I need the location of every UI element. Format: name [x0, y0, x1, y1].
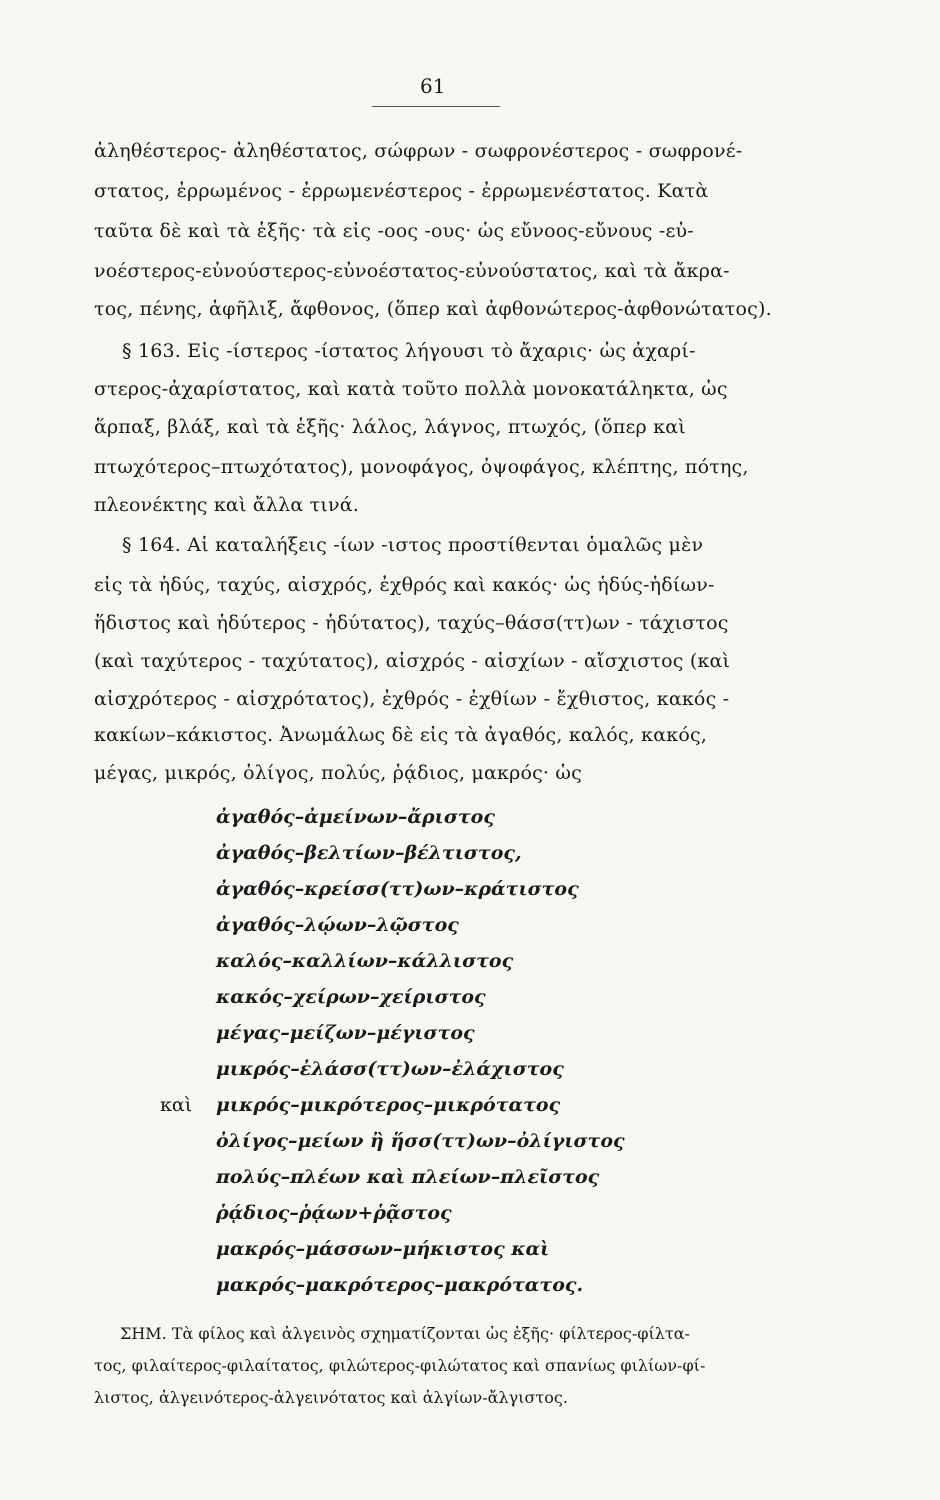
irregular-form: μέγας–μείζων–μέγιστος: [216, 1022, 475, 1044]
irregular-form: καλός–καλλίων–κάλλιστος: [216, 950, 514, 972]
irregular-form: ῥᾴδιος–ῥᾴων+ῥᾷστος: [216, 1202, 452, 1224]
paragraph-line: στατος, ἐρρωμένος - ἐρρωμενέστερος - ἐρρωμενέστατος. Κατὰ: [94, 180, 709, 202]
paragraph-line: ἀληθέστερος- ἀληθέστατος, σώφρων - σωφρονέστερος - σωφρονέ-: [94, 140, 743, 162]
section-164-heading-line: § 164. Αἱ καταλήξεις -ίων -ιστος προστίθενται ὁμαλῶς μὲν: [122, 534, 704, 556]
footnote-line: λιστος, ἀλγεινότερος-ἀλγεινότατος καὶ ἀλγίων-ἄλγιστος.: [94, 1388, 568, 1407]
paragraph-line: νοέστερος-εὐνούστερος-εὐνοέστατος-εὐνούστατος, καὶ τὰ ἄκρα-: [94, 260, 730, 282]
paragraph-line: αἰσχρότερος - αἰσχρότατος), ἐχθρός - ἐχθίων - ἔχθιστος, κακός -: [94, 688, 730, 710]
paragraph-line: (καὶ ταχύτερος - ταχύτατος), αἰσχρός - αἰσχίων - αἴσχιστος (καὶ: [94, 650, 731, 672]
irregular-form: ἀγαθός–βελτίων–βέλτιστος,: [216, 842, 522, 864]
paragraph-line: εἰς τὰ ἡδύς, ταχύς, αἰσχρός, ἐχθρός καὶ κακός· ὡς ἡδύς-ἡδίων-: [94, 574, 715, 596]
paragraph-line: τος, πένης, ἀφῆλιξ, ἄφθονος, (ὅπερ καὶ ἀφθονώτερος-ἀφθονώτατος).: [94, 298, 772, 320]
paragraph-line: πτωχότερος–πτωχότατος), μονοφάγος, ὀψοφάγος, κλέπτης, πότης,: [94, 456, 749, 478]
irregular-form: μακρός–μάσσων–μήκιστος καὶ: [216, 1238, 550, 1260]
section-163-heading-line: § 163. Εἰς -ίστερος -ίστατος λήγουσι τὸ ἄχαρις· ὡς ἀχαρί-: [122, 340, 696, 362]
paragraph-line: στερος-ἀχαρίστατος, καὶ κατὰ τοῦτο πολλὰ μονοκατάληκτα, ὡς: [94, 378, 728, 400]
irregular-form: ἀγαθός–ἀμείνων–ἄριστος: [216, 806, 495, 828]
irregular-form: κακός–χείρων–χείριστος: [216, 986, 486, 1008]
footnote-line: ΣΗΜ. Τὰ φίλος καὶ ἀλγεινὸς σχηματίζονται ὡς ἑξῆς· φίλτερος-φίλτα-: [120, 1324, 690, 1343]
paragraph-line: ἅρπαξ, βλάξ, καὶ τὰ ἑξῆς· λάλος, λάγνος, πτωχός, (ὅπερ καὶ: [94, 416, 686, 438]
irregular-form: πολύς–πλέων καὶ πλείων–πλεῖστος: [216, 1166, 600, 1188]
paragraph-line: ἥδιστος καὶ ἡδύτερος - ἡδύτατος), ταχύς–θάσσ(ττ)ων - τάχιστος: [94, 612, 729, 634]
paragraph-line: ταῦτα δὲ καὶ τὰ ἑξῆς· τὰ εἰς -οος -ους· ὡς εὔνοος-εὔνους -εὐ-: [94, 220, 694, 242]
footnote-line: τος, φιλαίτερος-φιλαίτατος, φιλώτερος-φιλώτατος καὶ σπανίως φιλίων-φί-: [94, 1356, 706, 1375]
page-number: 61: [420, 74, 446, 98]
irregular-form: μικρός–μικρότερος–μικρότατος: [216, 1094, 561, 1116]
irregular-form: μικρός–ἐλάσσ(ττ)ων–ἐλάχιστος: [216, 1058, 564, 1080]
kai-label: καὶ: [160, 1094, 193, 1116]
irregular-form: ἀγαθός–λῴων–λῷστος: [216, 914, 459, 936]
paragraph-line: πλεονέκτης καὶ ἄλλα τινά.: [94, 494, 360, 516]
paragraph-line: μέγας, μικρός, ὀλίγος, πολύς, ῥᾴδιος, μακρός· ὡς: [94, 762, 582, 784]
paragraph-line: κακίων–κάκιστος. Ἀνωμάλως δὲ εἰς τὰ ἀγαθός, καλός, κακός,: [94, 724, 708, 746]
irregular-form: ἀγαθός–κρείσσ(ττ)ων–κράτιστος: [216, 878, 579, 900]
page-number-rule: [372, 106, 500, 107]
irregular-form: ὀλίγος–μείων ἢ ἥσσ(ττ)ων–ὀλίγιστος: [216, 1130, 625, 1152]
irregular-form: μακρός–μακρότερος–μακρότατος.: [216, 1274, 584, 1296]
